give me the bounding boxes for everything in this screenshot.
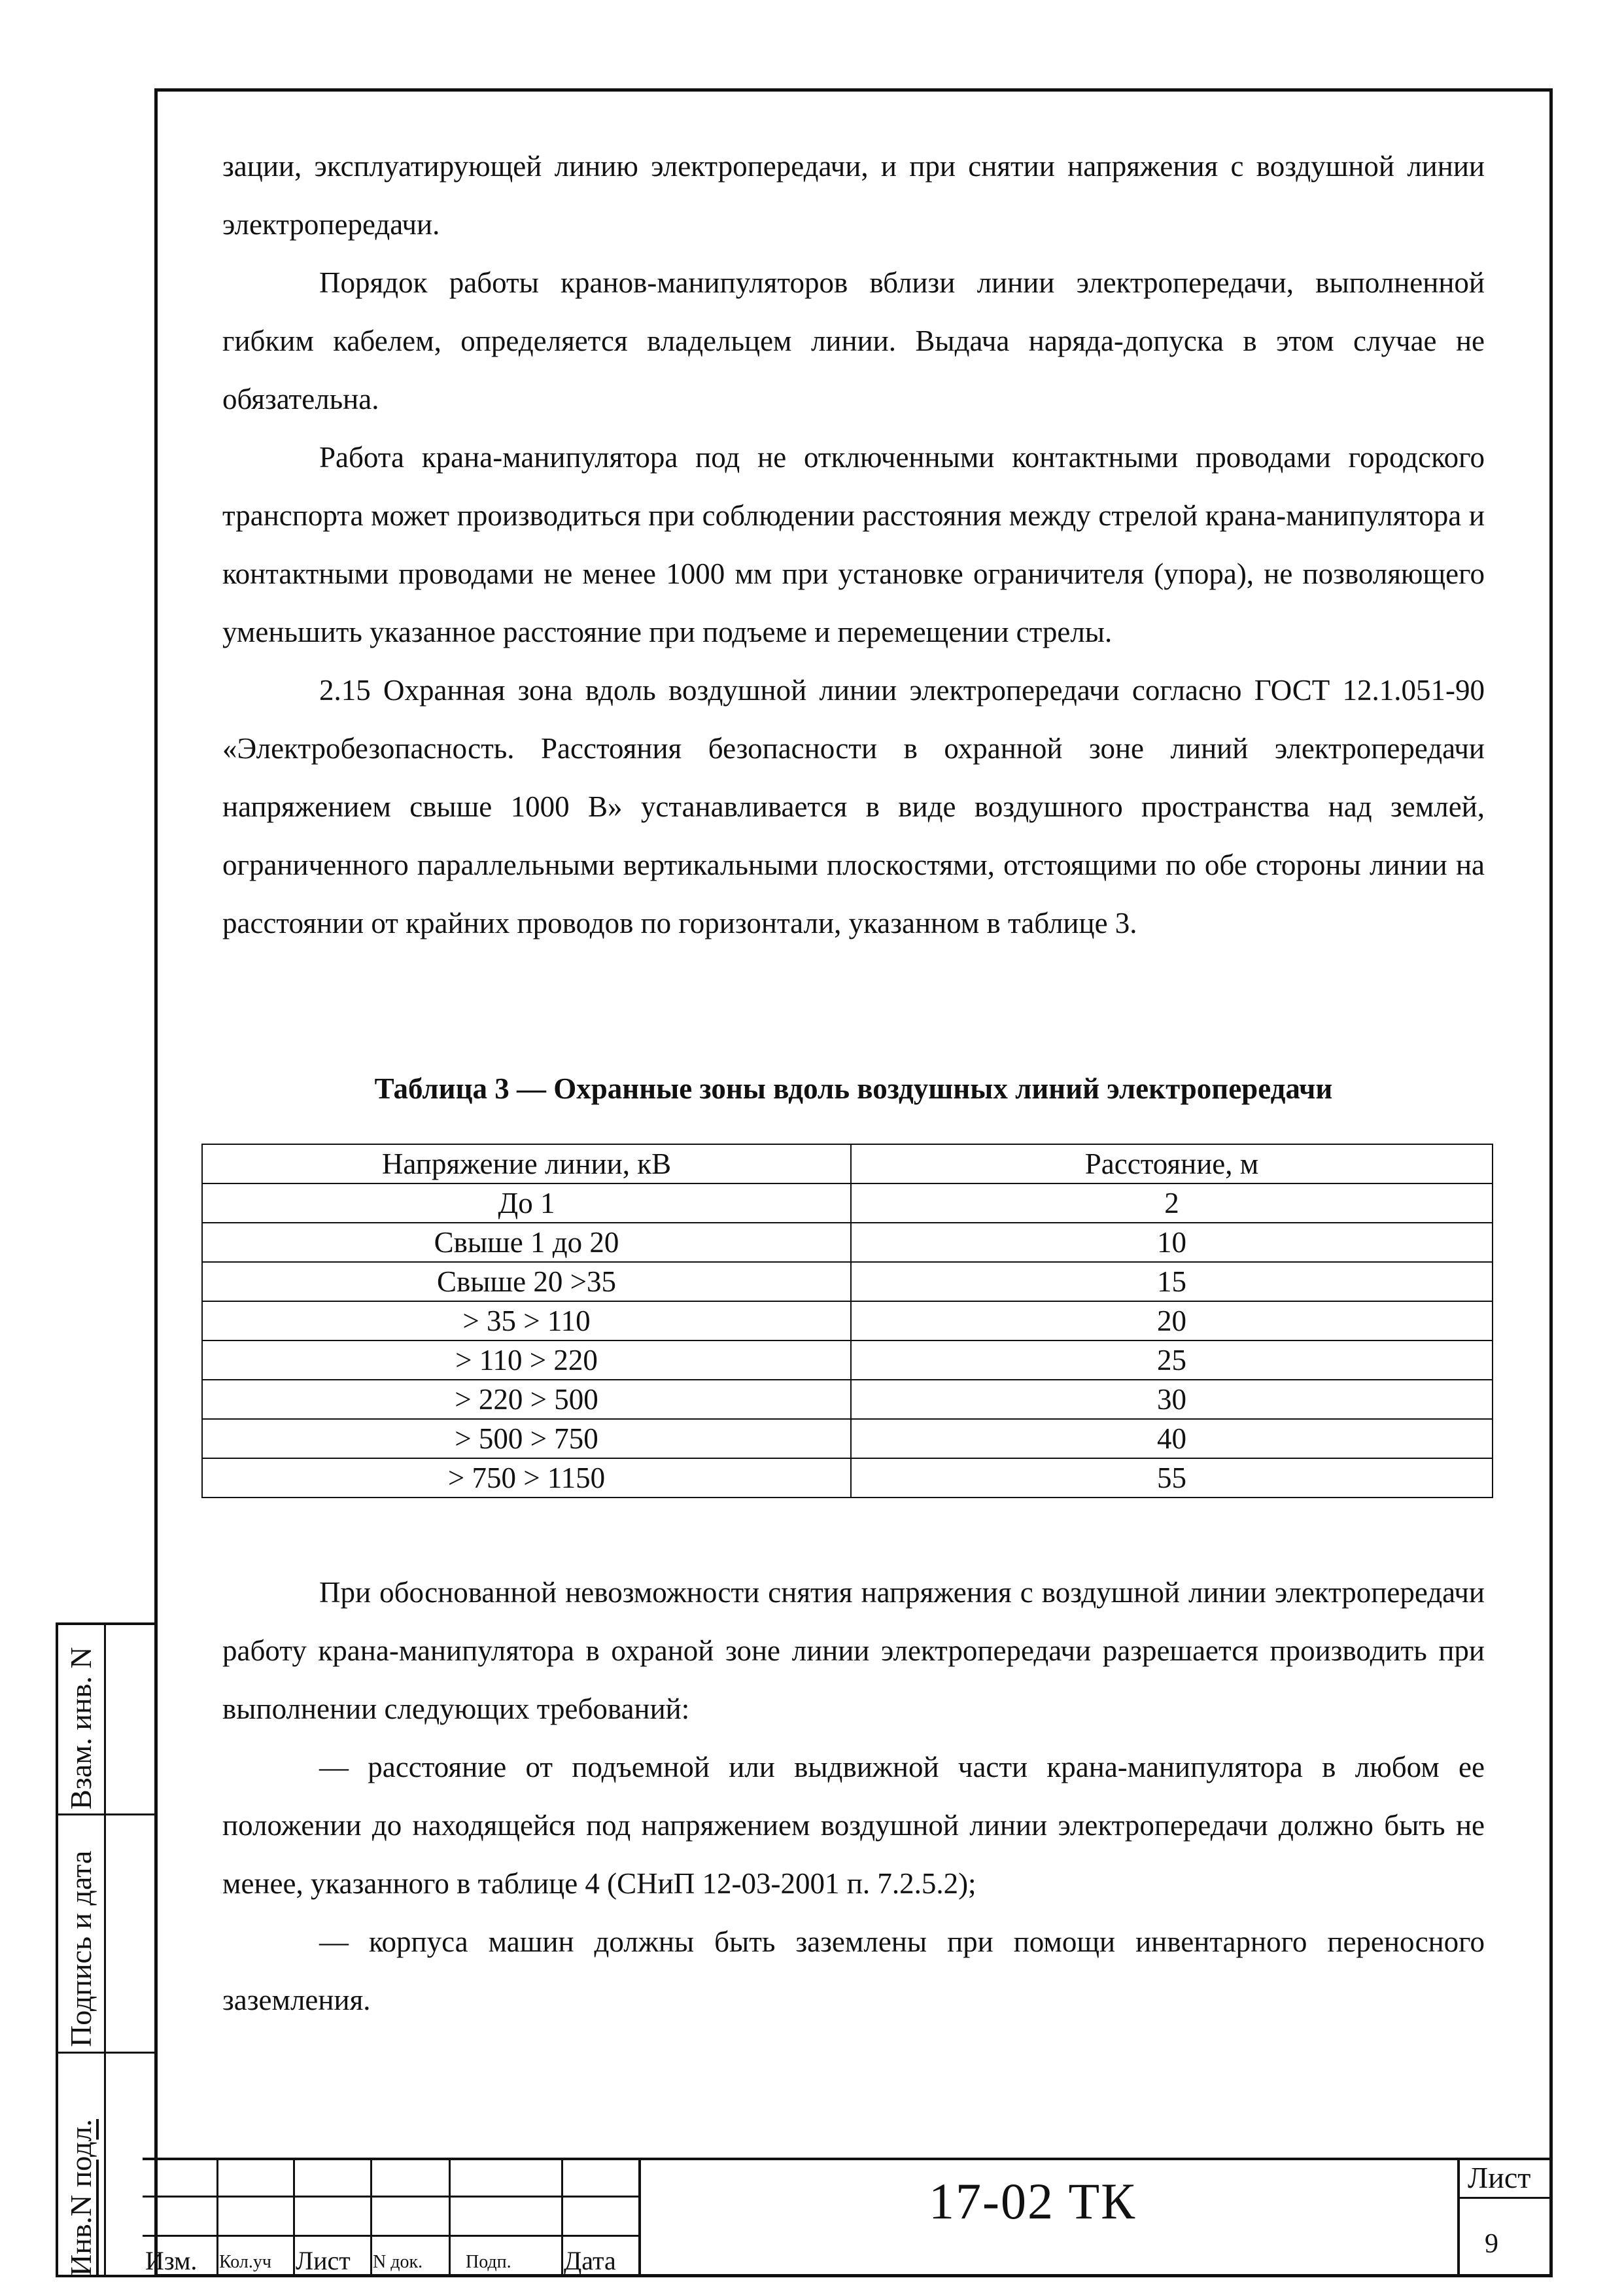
table-row [202, 1419, 1493, 1458]
paragraph-1: зации, эксплуатирующей линию электропередачи, и при снятии напряжения с воздушной линии электропередачи. [222, 150, 1485, 241]
paragraph-7: — корпуса машин должны быть заземлены при помощи инвентарного переносного заземления. [222, 1925, 1485, 2016]
protection-zones-table [201, 1144, 1493, 1498]
cell-distance: 10 [851, 1223, 1493, 1262]
cell-voltage: > 750 > 1150 [202, 1458, 851, 1498]
title-block [143, 2158, 1553, 2277]
table-row [202, 1183, 1493, 1223]
table-row [202, 1458, 1493, 1498]
table-row [202, 1380, 1493, 1419]
paragraph-3: Работа крана-манипулятора под не отключенными контактными проводами городского транспорта может производиться при соблюдении расстояния между стрелой крана-манипулятора и контактными проводами не менее 1000 мм при установке ограничителя (упора), не позволяющего уменьшить указанное расстояние при подъеме и перемещении стрелы. [222, 441, 1485, 648]
stamp-inv-podl: Инв.N подл. [64, 2119, 97, 2276]
cell-voltage: > 220 > 500 [202, 1380, 851, 1419]
table-row [202, 1262, 1493, 1301]
title-block-data: Дата [564, 2246, 616, 2275]
title-block-podp: Подп. [466, 2252, 511, 2272]
cell-voltage: > 110 > 220 [202, 1340, 851, 1380]
stamp-divider [58, 1813, 157, 1815]
table-caption: Таблица 3 — Охранные зоны вдоль воздушных линий электропередачи [374, 1072, 1333, 1105]
paragraph-4: 2.15 Охранная зона вдоль воздушной линии электропередачи согласно ГОСТ 12.1.051-90 «Электробезопасность. Расстояния безопасности в охранной зоне линий электропередачи напряжением свыше 1000 В» устанавливается в виде воздушного пространства над землей, ограниченного параллельными вертикальными плоскостями, отстоящими по обе стороны линии на расстоянии от крайних проводов по горизонтали, указанном в таблице 3. [222, 674, 1485, 939]
cell-distance: 40 [851, 1419, 1493, 1458]
sheet-number: 9 [1485, 2229, 1498, 2259]
body-text-top [222, 137, 1485, 953]
margin-stamp [56, 1622, 154, 2277]
cell-distance: 55 [851, 1458, 1493, 1498]
title-block-n-dok: N док. [373, 2252, 423, 2272]
paragraph-6: — расстояние от подъемной или выдвижной части крана-манипулятора в любом ее положении до находящейся под напряжением воздушной линии электропередачи должно быть не менее, указанного в таблице 4 (СНиП 12-03-2001 п. 7.2.5.2); [222, 1751, 1485, 1900]
title-block-kol-uch: Кол.уч [219, 2252, 271, 2272]
paragraph-5: При обоснованной невозможности снятия напряжения с воздушной линии электропередачи работу крана-манипулятора в охраной зоне линии электропередачи разрешается производить при выполнении следующих требований: [222, 1576, 1485, 1725]
table-header-distance: Расстояние, м [851, 1144, 1493, 1183]
title-block-izm: Изм. [145, 2246, 198, 2275]
stamp-podpis-data: Подпись и дата [64, 1850, 97, 2047]
cell-voltage: Свыше 1 до 20 [202, 1223, 851, 1262]
table-row [202, 1301, 1493, 1340]
table-header-row [202, 1144, 1493, 1183]
table-row [202, 1223, 1493, 1262]
cell-distance: 2 [851, 1183, 1493, 1223]
cell-voltage: > 35 > 110 [202, 1301, 851, 1340]
stamp-vzam-inv: Взам. инв. N [64, 1647, 97, 1810]
sheet-label: Лист [1468, 2161, 1531, 2194]
cell-voltage: До 1 [202, 1183, 851, 1223]
stamp-divider [58, 2052, 157, 2054]
body-text-bottom [222, 1564, 1485, 2029]
title-block-list: Лист [296, 2246, 351, 2275]
paragraph-2: Порядок работы кранов-манипуляторов вблизи линии электропередачи, выполненной гибким кабелем, определяется владельцем линии. Выдача наряда-допуска в этом случае не обязательна. [222, 266, 1485, 415]
cell-voltage: Свыше 20 >35 [202, 1262, 851, 1301]
cell-distance: 30 [851, 1380, 1493, 1419]
cell-distance: 20 [851, 1301, 1493, 1340]
cell-distance: 25 [851, 1340, 1493, 1380]
document-code: 17-02 ТК [929, 2173, 1137, 2230]
cell-voltage: > 500 > 750 [202, 1419, 851, 1458]
table-header-voltage: Напряжение линии, кВ [202, 1144, 851, 1183]
table-row [202, 1340, 1493, 1380]
cell-distance: 15 [851, 1262, 1493, 1301]
